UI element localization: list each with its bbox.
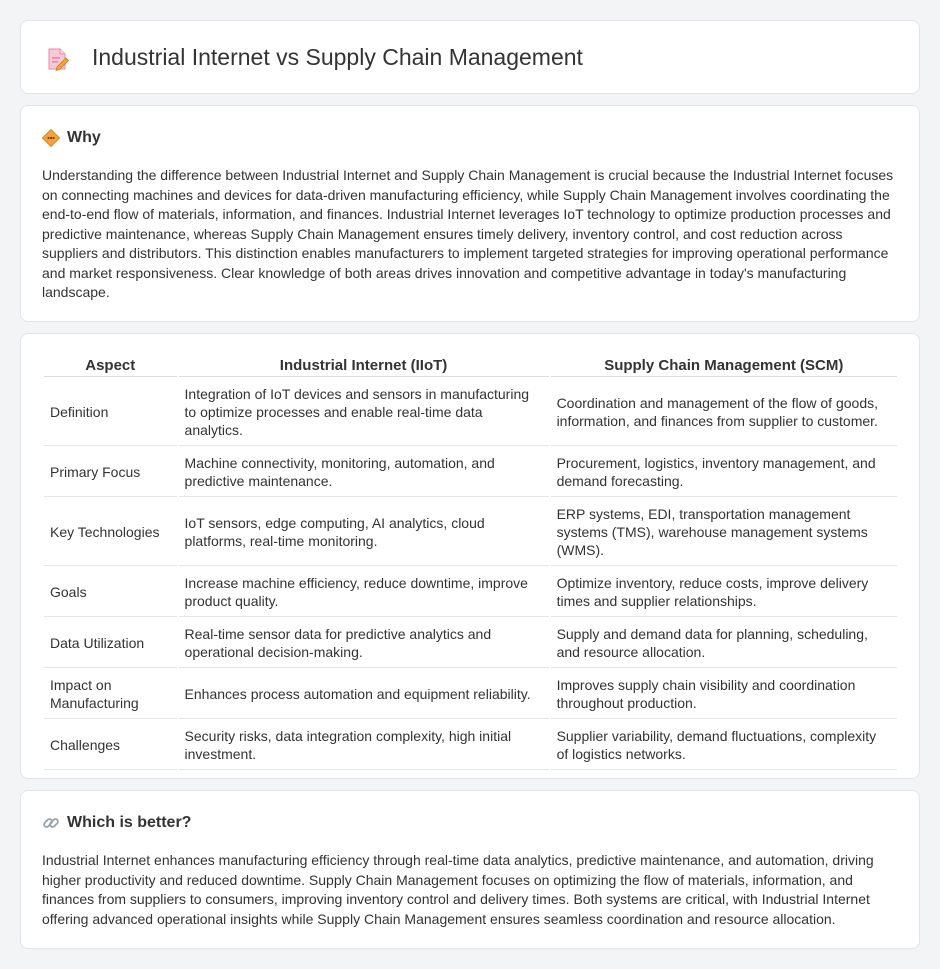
row-scm-cell: Procurement, logistics, inventory management, and demand forecasting. — [551, 448, 897, 497]
better-title: Which is better? — [67, 814, 192, 831]
which-is-better-section — [20, 790, 920, 949]
link-icon — [42, 814, 60, 832]
why-heading — [42, 128, 101, 148]
row-aspect: Key Technologies — [44, 499, 177, 566]
column-header-iiot: Industrial Internet (IIoT) — [179, 355, 549, 377]
row-iiot-cell: IoT sensors, edge computing, AI analytics, cloud platforms, real-time monitoring. — [179, 499, 549, 566]
row-iiot-cell: Integration of IoT devices and sensors in manufacturing to optimize processes and enable real-time data analytics. — [179, 379, 549, 446]
why-paragraph: Understanding the difference between Industrial Internet and Supply Chain Management is crucial because the Industrial Internet focuses on connecting machines and devices for data-driven manufacturing efficiency, while Supply Chain Management involves coordinating the end-to-end flow of materials, information, and finances. Industrial Internet leverages IoT technology to optimize production processes and predictive maintenance, whereas Supply Chain Management ensures timely delivery, inventory control, and cost reduction across suppliers and distributors. This distinction enables manufacturers to implement targeted strategies for improving operational performance and market responsiveness. Clear knowledge of both areas drives innovation and competitive advantage in today's manufacturing landscape. — [42, 167, 894, 300]
table-row — [44, 619, 897, 668]
table-row — [44, 568, 897, 617]
why-title: Why — [67, 129, 101, 146]
row-scm-cell: Coordination and management of the flow of goods, information, and finances from supplier to customer. — [551, 379, 897, 446]
row-aspect: Impact on Manufacturing — [44, 670, 177, 719]
table-row — [44, 721, 897, 770]
row-aspect: Definition — [44, 379, 177, 446]
row-scm-cell: Improves supply chain visibility and coordination throughout production. — [551, 670, 897, 719]
row-scm-cell: Supplier variability, demand fluctuations, complexity of logistics networks. — [551, 721, 897, 770]
row-iiot-cell: Enhances process automation and equipment reliability. — [179, 670, 549, 719]
table-row — [44, 448, 897, 497]
comparison-section — [20, 333, 920, 779]
column-header-aspect: Aspect — [44, 355, 177, 377]
table-header-row — [44, 355, 897, 377]
comparison-table — [42, 353, 899, 772]
row-iiot-cell: Increase machine efficiency, reduce downtime, improve product quality. — [179, 568, 549, 617]
header-card — [20, 20, 920, 94]
table-row — [44, 379, 897, 446]
row-scm-cell: Supply and demand data for planning, scheduling, and resource allocation. — [551, 619, 897, 668]
row-aspect: Data Utilization — [44, 619, 177, 668]
document-pencil-icon — [47, 47, 69, 71]
row-aspect: Goals — [44, 568, 177, 617]
table-row — [44, 670, 897, 719]
better-paragraph: Industrial Internet enhances manufacturing efficiency through real-time data analytics, predictive maintenance, and automation, driving higher productivity and reduced downtime. Supply Chain Management focuses on optimizing the flow of materials, information, and finances from suppliers to consumers, improving inventory control and delivery times. Both systems are critical, with Industrial Internet offering advanced operational insights while Supply Chain Management ensures seamless coordination and resource allocation. — [42, 852, 874, 927]
row-iiot-cell: Real-time sensor data for predictive analytics and operational decision-making. — [179, 619, 549, 668]
row-scm-cell: ERP systems, EDI, transportation management systems (TMS), warehouse management systems (WMS). — [551, 499, 897, 566]
table-row — [44, 499, 897, 566]
row-scm-cell: Optimize inventory, reduce costs, improve delivery times and supplier relationships. — [551, 568, 897, 617]
page-title: Industrial Internet vs Supply Chain Management — [92, 44, 583, 70]
why-section — [20, 105, 920, 322]
row-aspect: Primary Focus — [44, 448, 177, 497]
better-heading — [42, 813, 191, 833]
column-header-scm: Supply Chain Management (SCM) — [551, 355, 897, 377]
row-iiot-cell: Security risks, data integration complexity, high initial investment. — [179, 721, 549, 770]
row-aspect: Challenges — [44, 721, 177, 770]
row-iiot-cell: Machine connectivity, monitoring, automation, and predictive maintenance. — [179, 448, 549, 497]
diamond-warning-icon — [42, 129, 60, 147]
